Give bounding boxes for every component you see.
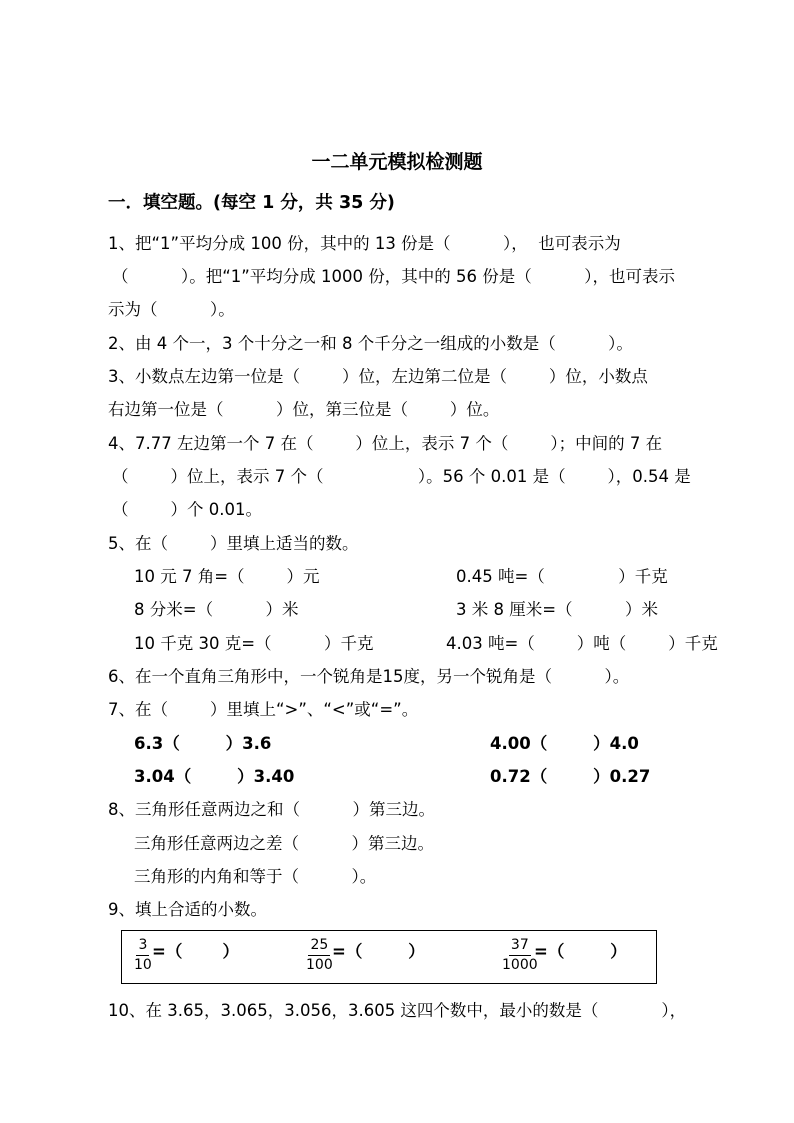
- question-5-item-2-left: 8 分米=（ ）米: [134, 600, 299, 619]
- fraction-1-numerator: 3: [136, 937, 149, 956]
- question-5-item-1-left: 10 元 7 角=（ ）元: [134, 567, 320, 586]
- question-5-item-3-right: 4.03 吨=（ ）吨（ ）千克: [446, 634, 718, 653]
- question-5-item-1-right: 0.45 吨=（ ）千克: [456, 567, 668, 586]
- fraction-2-denominator: 100: [306, 957, 333, 973]
- fraction-1: [132, 937, 154, 974]
- page-title: 一二单元模拟检测题: [311, 151, 483, 173]
- question-1-line-3: 示为（ ）。: [108, 300, 235, 319]
- fraction-2-answer: =（ ）: [332, 942, 425, 961]
- question-1-line-2: （ ）。把“1”平均分成 1000 份，其中的 56 份是（ ），也可表示: [112, 267, 675, 286]
- fraction-3-numerator: 37: [509, 937, 531, 956]
- fraction-1-answer: =（ ）: [152, 942, 240, 961]
- fraction-box: [121, 930, 657, 984]
- question-5-item-3-left: 10 千克 30 克=（ ）千克: [134, 634, 374, 653]
- fraction-1-denominator: 10: [134, 957, 152, 973]
- fraction-3-answer: =（ ）: [534, 942, 627, 961]
- question-8-line-3: 三角形的内角和等于（ ）。: [134, 867, 377, 886]
- question-7: 7、在（ ）里填上“>”、“<”或“=”。: [108, 700, 419, 719]
- section-heading: 一．填空题。(每空 1 分，共 35 分): [108, 193, 395, 213]
- question-9: 9、填上合适的小数。: [108, 900, 267, 919]
- question-4-line-1: 4、7.77 左边第一个 7 在（ ）位上，表示 7 个（ ）；中间的 7 在: [108, 434, 663, 453]
- question-1-line-1: 1、把“1”平均分成 100 份，其中的 13 份是（ ）， 也可表示为: [108, 234, 621, 253]
- question-7-item-2-right: 0.72（ ）0.27: [490, 767, 651, 786]
- fraction-3-denominator: 1000: [502, 957, 538, 973]
- question-5-item-2-right: 3 米 8 厘米=（ ）米: [456, 600, 659, 619]
- question-8-line-2: 三角形任意两边之差（ ）第三边。: [134, 834, 434, 853]
- question-3-line-1: 3、小数点左边第一位是（ ）位，左边第二位是（ ）位，小数点: [108, 367, 648, 386]
- question-4-line-2: （ ）位上，表示 7 个（ ）。56 个 0.01 是（ ），0.54 是: [112, 467, 691, 486]
- question-4-line-3: （ ）个 0.01。: [112, 500, 262, 519]
- question-3-line-2: 右边第一位是（ ）位，第三位是（ ）位。: [108, 400, 500, 419]
- question-2: 2、由 4 个一，3 个十分之一和 8 个千分之一组成的小数是（ ）。: [108, 334, 633, 353]
- question-7-item-1-left: 6.3（ ）3.6: [134, 734, 272, 753]
- fraction-2: [304, 937, 335, 974]
- question-5: 5、在（ ）里填上适当的数。: [108, 534, 359, 553]
- question-7-item-1-right: 4.00（ ）4.0: [490, 734, 639, 753]
- question-6: 6、在一个直角三角形中，一个锐角是15度，另一个锐角是（ ）。: [108, 667, 630, 686]
- fraction-2-numerator: 25: [308, 937, 330, 956]
- question-8-line-1: 8、三角形任意两边之和（ ）第三边。: [108, 800, 435, 819]
- question-10: 10、在 3.65，3.065，3.056，3.605 这四个数中，最小的数是（ ），: [108, 1001, 687, 1020]
- question-7-item-2-left: 3.04（ ）3.40: [134, 767, 295, 786]
